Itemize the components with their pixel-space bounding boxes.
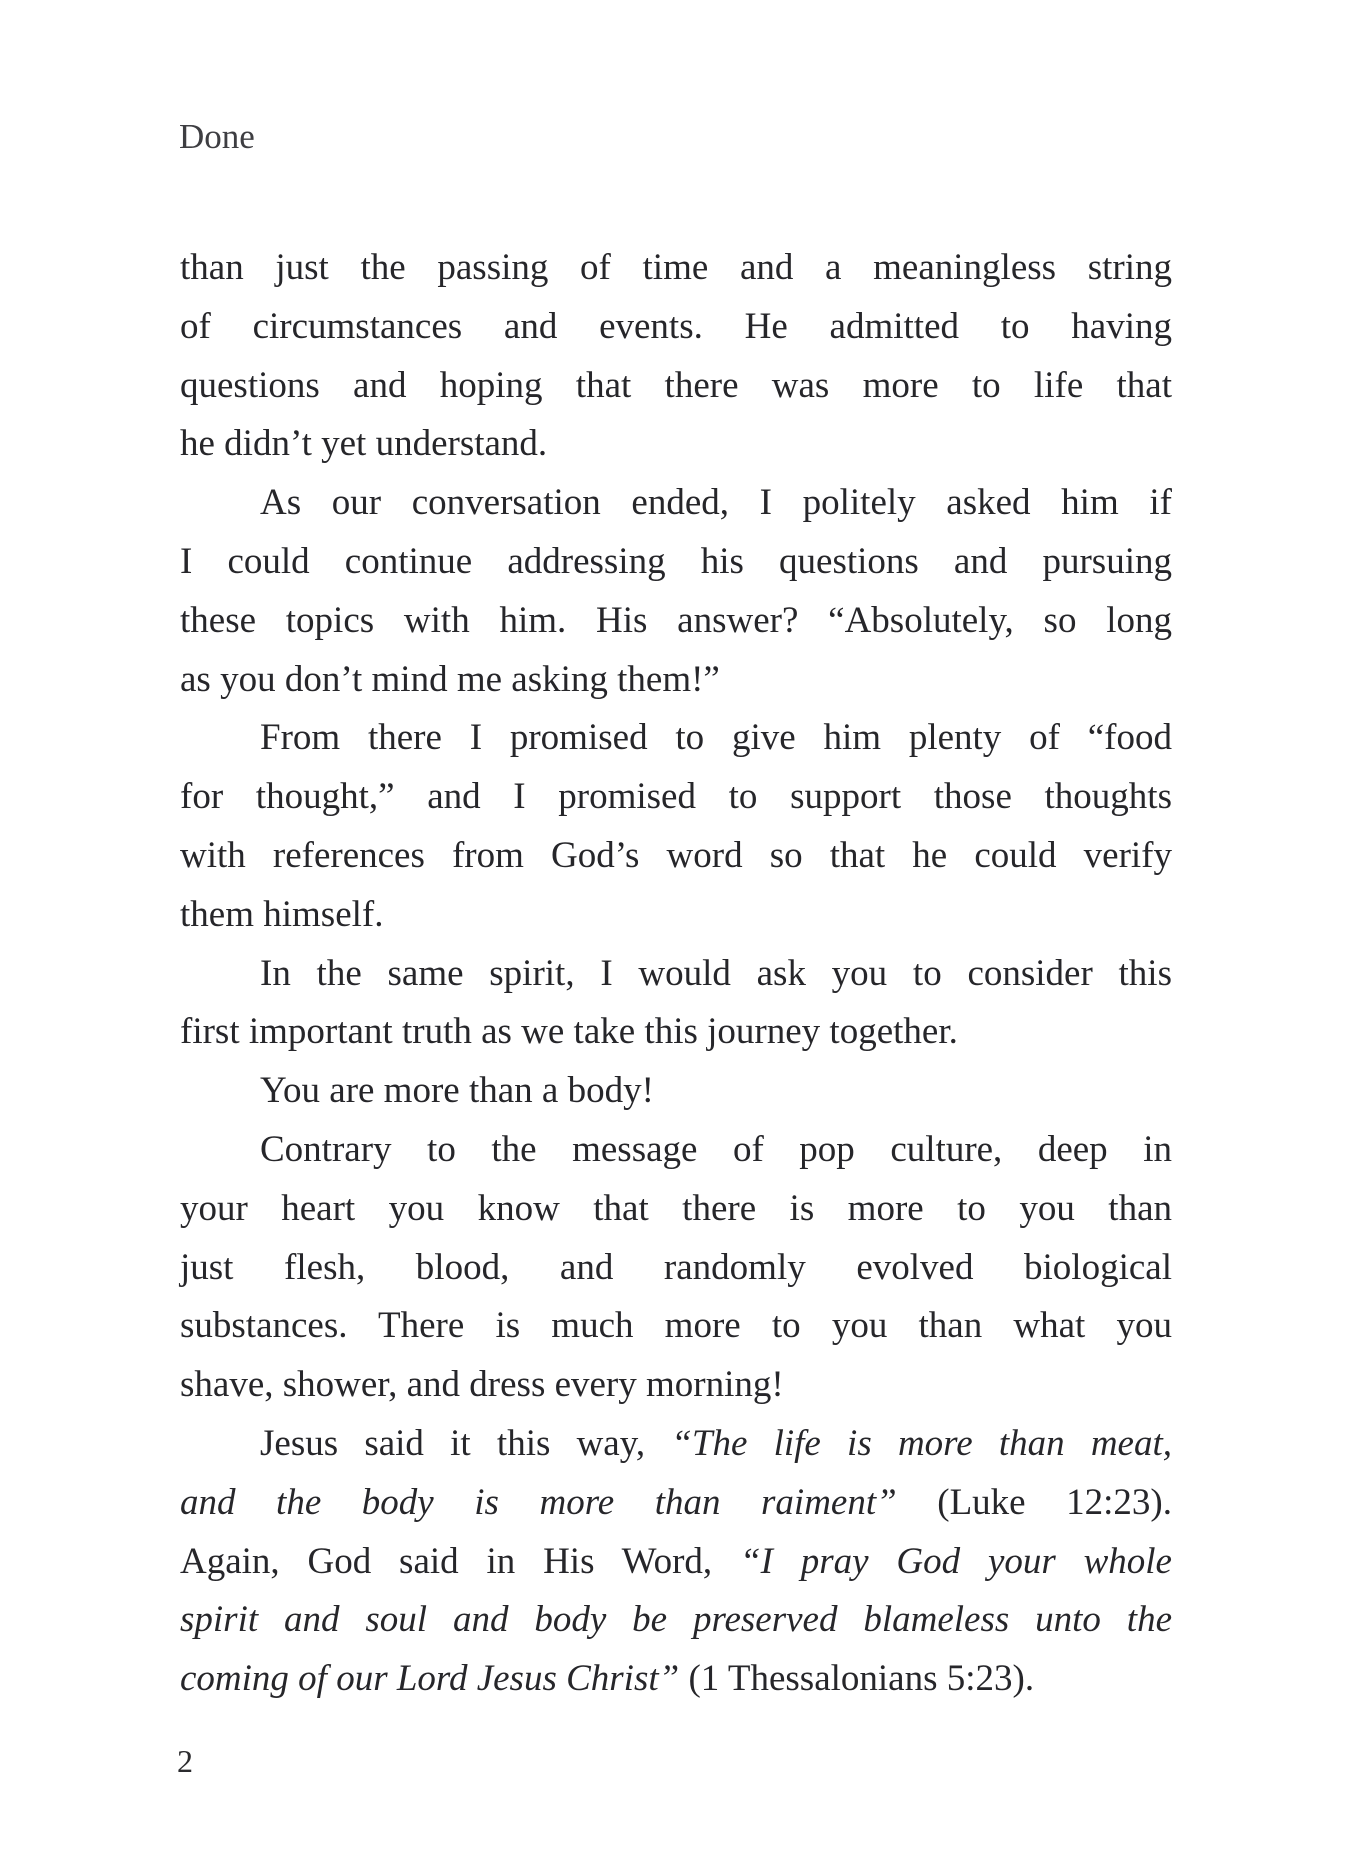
- done-button[interactable]: Done: [179, 117, 255, 156]
- body-text-run: with references from God’s word so that he could verify: [180, 834, 1172, 876]
- text-line: [180, 886, 1172, 945]
- body-text-run: substances. There is much more to you than what you: [180, 1305, 1172, 1347]
- text-line: [180, 1297, 1172, 1356]
- body-text-run: just flesh, blood, and randomly evolved biological: [180, 1246, 1172, 1288]
- text-line: [180, 1121, 1172, 1180]
- scripture-quote-text: and the body is more than raiment”: [180, 1481, 897, 1523]
- body-text-run: Contrary to the message of pop culture, deep in: [260, 1128, 1172, 1170]
- text-line: [180, 1062, 1172, 1121]
- body-text-run: them himself.: [180, 893, 384, 935]
- paragraph: [180, 1062, 1172, 1121]
- body-text-run: he didn’t yet understand.: [180, 423, 548, 465]
- body-text-run: As our conversation ended, I politely asked him if: [260, 482, 1172, 524]
- body-text-run: than just the passing of time and a meaningless string: [180, 247, 1172, 288]
- text-line: [180, 1415, 1172, 1474]
- body-text-run: From there I promised to give him plenty of “food: [260, 717, 1172, 759]
- scripture-quote-text: “I pray God your whole: [740, 1540, 1172, 1582]
- body-text-run: Again, God said in His Word,: [180, 1540, 741, 1582]
- text-line: [180, 1533, 1172, 1592]
- text-line: [180, 768, 1172, 827]
- page-number: 2: [177, 1743, 193, 1779]
- paragraph: [180, 239, 1172, 474]
- paragraph: [180, 709, 1172, 944]
- text-line: [180, 651, 1172, 710]
- text-line: [180, 1003, 1172, 1062]
- text-line: [180, 1474, 1172, 1533]
- body-text-run: (1 Thessalonians 5:23).: [679, 1658, 1035, 1700]
- scripture-quote-text: “The life is more than meat,: [671, 1422, 1172, 1464]
- text-line: [180, 298, 1172, 357]
- text-line: [180, 709, 1172, 768]
- text-line: [180, 1356, 1172, 1415]
- text-line: [180, 474, 1172, 533]
- text-line: [180, 945, 1172, 1004]
- text-line: [180, 239, 1172, 298]
- scripture-quote-text: spirit and soul and body be preserved blameless unto the: [180, 1599, 1172, 1641]
- body-text-run: questions and hoping that there was more to life that: [180, 364, 1172, 406]
- paragraph: [180, 1121, 1172, 1415]
- body-text-run: shave, shower, and dress every morning!: [180, 1364, 784, 1406]
- body-text-run: Jesus said it this way,: [260, 1422, 672, 1464]
- text-line: [180, 357, 1172, 416]
- book-page-text: [180, 239, 1172, 1709]
- text-line: [180, 1650, 1172, 1709]
- body-text-run: (Luke 12:23).: [896, 1481, 1172, 1523]
- body-text-run: In the same spirit, I would ask you to consider this: [260, 952, 1172, 994]
- text-line: [180, 533, 1172, 592]
- body-text-run: as you don’t mind me asking them!”: [180, 658, 720, 700]
- body-text-run: your heart you know that there is more to you than: [180, 1187, 1172, 1229]
- body-text-run: these topics with him. His answer? “Absolutely, so long: [180, 599, 1172, 641]
- body-text-run: for thought,” and I promised to support those thoughts: [180, 776, 1172, 818]
- paragraph: [180, 474, 1172, 709]
- body-text-run: first important truth as we take this journey together.: [180, 1011, 958, 1053]
- body-text-run: You are more than a body!: [260, 1070, 654, 1112]
- body-text-run: of circumstances and events. He admitted to having: [180, 305, 1172, 347]
- scripture-quote-text: coming of our Lord Jesus Christ”: [180, 1658, 680, 1700]
- text-line: [180, 1591, 1172, 1650]
- text-line: [180, 1180, 1172, 1239]
- body-text-run: I could continue addressing his questions and pursuing: [180, 540, 1172, 582]
- paragraph: [180, 945, 1172, 1063]
- text-line: [180, 415, 1172, 474]
- text-line: [180, 1239, 1172, 1298]
- paragraph: [180, 1415, 1172, 1709]
- text-line: [180, 827, 1172, 886]
- text-line: [180, 592, 1172, 651]
